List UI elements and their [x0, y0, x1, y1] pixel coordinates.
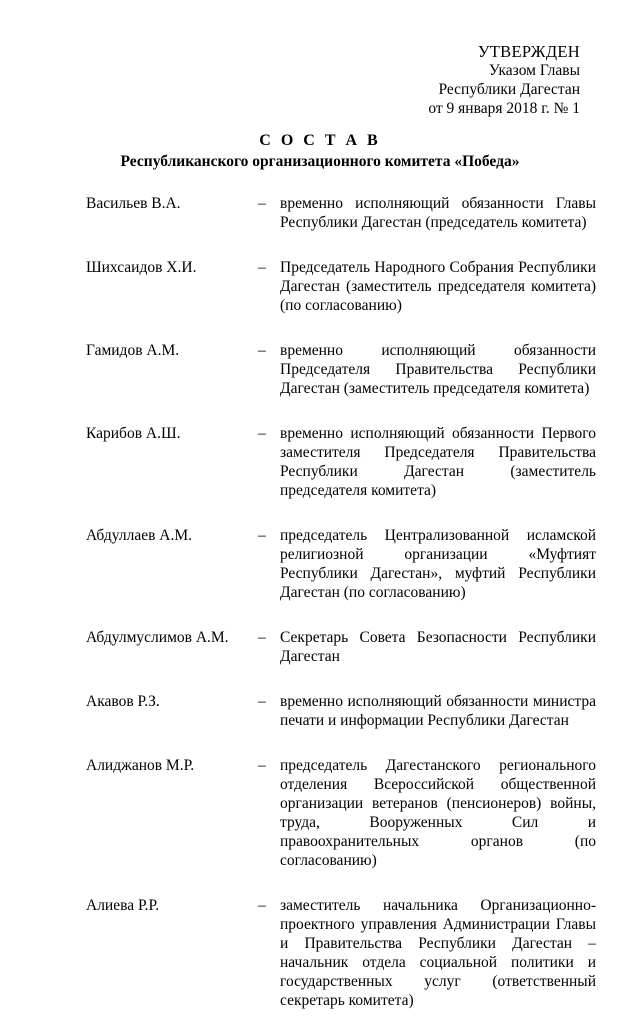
member-name: Алиджанов М.Р.: [86, 757, 195, 774]
member-position: председатель Дагестанского регионального отделения Всероссийской общественной организации ветеранов (пенсионеров) войны, труда, Вооруженных Сил и правоохранительных органов (по согласованию): [280, 757, 596, 869]
members-list: [86, 194, 596, 1036]
approval-line: Указом Главы: [488, 62, 580, 79]
member-dash: –: [258, 897, 266, 914]
member-dash: –: [258, 425, 266, 442]
member-row: [86, 692, 596, 730]
member-row: [86, 424, 596, 500]
document-title: С О С Т А В: [259, 132, 381, 149]
member-row: [86, 756, 596, 870]
member-position: временно исполняющий обязанности Главы Республики Дагестан (председатель комитета): [280, 195, 596, 231]
member-row: [86, 341, 596, 398]
member-dash: –: [258, 195, 266, 212]
member-row: [86, 258, 596, 315]
member-name: Абдулмуслимов А.М.: [86, 629, 229, 646]
member-position: председатель Централизованной исламской религиозной организации «Муфтият Республики Дагестан», муфтий Республики Дагестан (по согласованию): [280, 527, 596, 601]
member-position: заместитель начальника Организационно-проектного управления Администрации Главы и Правительства Республики Дагестан – начальник отдела социальной политики и государственных услуг (ответственный секретарь комитета): [280, 897, 596, 1009]
member-position: временно исполняющий обязанности Председателя Правительства Республики Дагестан (заместитель председателя комитета): [280, 342, 596, 397]
member-position: временно исполняющий обязанности Первого заместителя Председателя Правительства Республики Дагестан (заместитель председателя комитета): [280, 425, 596, 499]
document-subtitle: Республиканского организационного комитета «Победа»: [120, 153, 520, 170]
member-position: Председатель Народного Собрания Республики Дагестан (заместитель председателя комитета) (по согласованию): [280, 259, 596, 314]
member-row: [86, 194, 596, 232]
member-dash: –: [258, 693, 266, 710]
member-dash: –: [258, 629, 266, 646]
member-name: Карибов А.Ш.: [86, 425, 181, 442]
member-name: Акавов Р.З.: [86, 693, 160, 710]
member-name: Абдуллаев А.М.: [86, 527, 193, 544]
member-dash: –: [258, 527, 266, 544]
member-name: Гамидов А.М.: [86, 342, 180, 359]
member-name: Васильев В.А.: [86, 195, 181, 212]
approval-line: Республики Дагестан: [438, 81, 580, 98]
approval-stamp: [428, 42, 580, 118]
member-position: Секретарь Совета Безопасности Республики Дагестан: [280, 629, 596, 665]
member-dash: –: [258, 342, 266, 359]
document-heading: [0, 130, 640, 172]
approval-date: от 9 января 2018 г. № 1: [428, 100, 580, 117]
member-name: Алиева Р.Р.: [86, 897, 160, 914]
member-dash: –: [258, 259, 266, 276]
member-name: Шихсаидов Х.И.: [86, 259, 197, 276]
member-row: [86, 628, 596, 666]
member-position: временно исполняющий обязанности министра печати и информации Республики Дагестан: [280, 693, 596, 729]
member-dash: –: [258, 757, 266, 774]
approval-title: УТВЕРЖДЕН: [477, 42, 580, 61]
member-row: [86, 526, 596, 602]
member-row: [86, 896, 596, 1010]
